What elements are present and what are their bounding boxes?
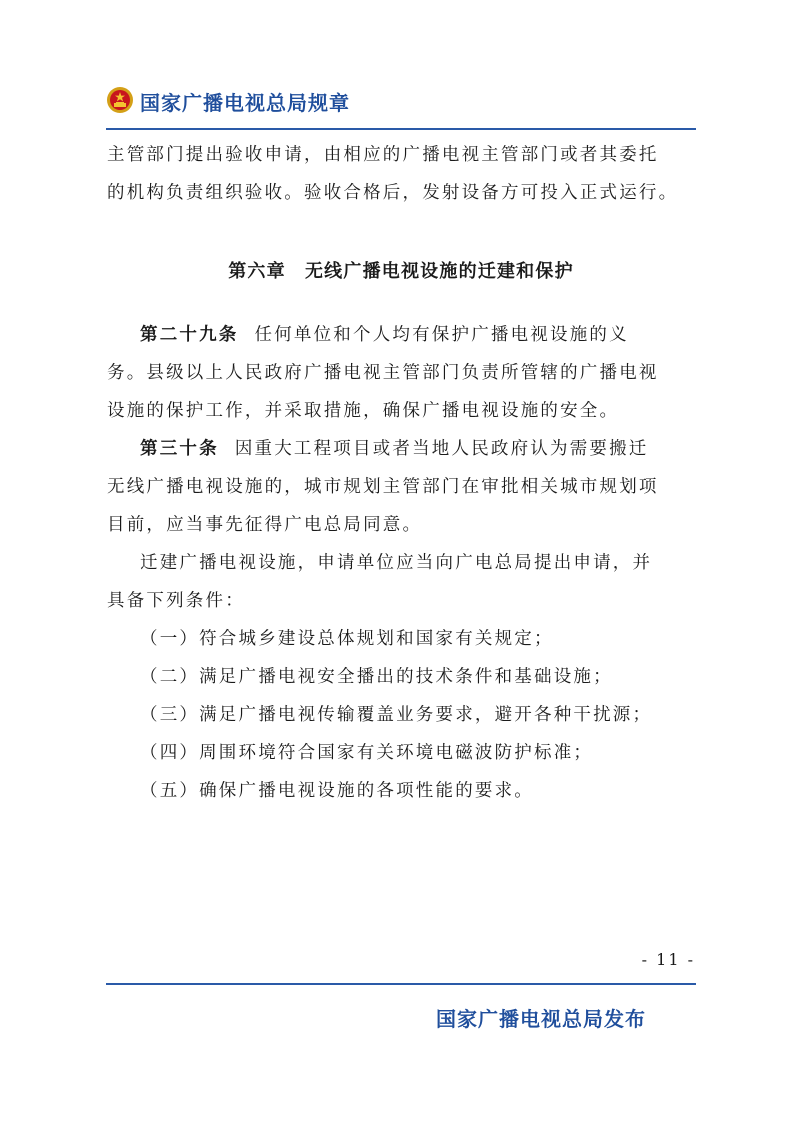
header-divider <box>106 128 696 130</box>
footer-publisher: 国家广播电视总局发布 <box>436 1007 646 1031</box>
chapter-title: 第六章 无线广播电视设施的迁建和保护 <box>228 261 574 282</box>
article-30-first-line <box>107 430 695 468</box>
text-line: 迁建广播电视设施，申请单位应当向广电总局提出申请，并 <box>140 553 653 573</box>
text-line: 主管部门提出验收申请，由相应的广播电视主管部门或者其委托 <box>107 145 659 165</box>
text-line: 任何单位和个人均有保护广播电视设施的义 <box>254 325 629 345</box>
text-line: 设施的保护工作，并采取措施，确保广播电视设施的安全。 <box>107 401 620 421</box>
text-line: 目前，应当事先征得广电总局同意。 <box>107 515 423 535</box>
document-body <box>107 136 695 810</box>
header-title: 国家广播电视总局规章 <box>140 91 350 115</box>
text-line: 的机构负责组织验收。验收合格后，发射设备方可投入正式运行。 <box>107 183 679 203</box>
condition-item: （三）满足广播电视传输覆盖业务要求，避开各种干扰源； <box>140 705 653 725</box>
condition-item: （四）周围环境符合国家有关环境电磁波防护标准； <box>140 743 594 763</box>
condition-item: （一）符合城乡建设总体规划和国家有关规定； <box>140 629 554 649</box>
article-30-label: 第三十条 <box>140 439 219 459</box>
text-line: 无线广播电视设施的，城市规划主管部门在审批相关城市规划项 <box>107 477 659 497</box>
text-line: 务。县级以上人民政府广播电视主管部门负责所管辖的广播电视 <box>107 363 659 383</box>
text-line: 因重大工程项目或者当地人民政府认为需要搬迁 <box>234 439 649 459</box>
page-header <box>106 84 696 120</box>
national-emblem-icon <box>106 86 134 114</box>
text-line: 具备下列条件： <box>107 591 245 611</box>
article-29-first-line <box>107 316 695 354</box>
article-29-label: 第二十九条 <box>140 325 239 345</box>
footer-divider <box>106 983 696 985</box>
condition-item: （五）确保广播电视设施的各项性能的要求。 <box>140 781 534 801</box>
page-number: - 11 - <box>641 950 695 969</box>
condition-item: （二）满足广播电视安全播出的技术条件和基础设施； <box>140 667 613 687</box>
